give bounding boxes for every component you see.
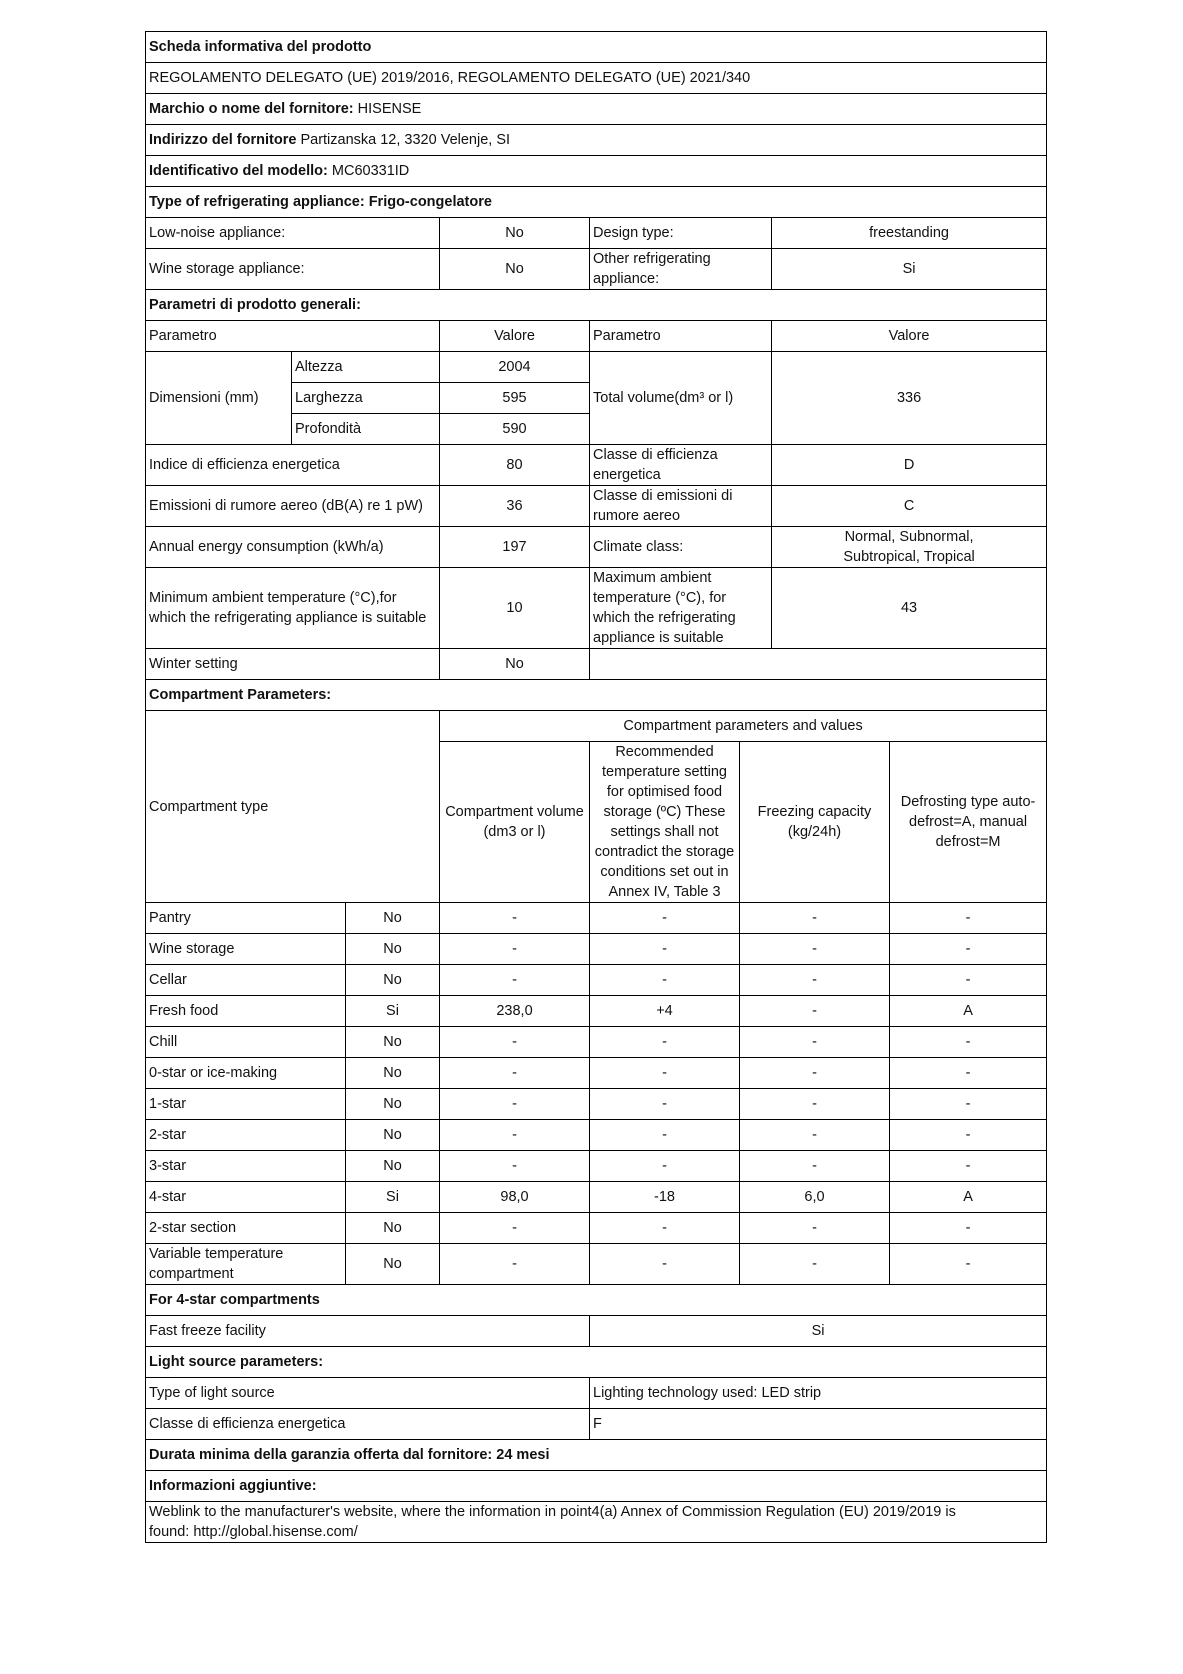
depth-label: Profondità (292, 414, 440, 445)
design-type-value: freestanding (772, 218, 1047, 249)
climate-class-line-1: Normal, Subnormal, (844, 529, 974, 545)
compartment-present: Si (346, 1182, 440, 1213)
compartment-name: 3-star (146, 1151, 346, 1182)
light-class-value: F (590, 1409, 1047, 1440)
winter-setting-label: Winter setting (146, 649, 440, 680)
depth-value: 590 (440, 414, 590, 445)
width-value: 595 (440, 383, 590, 414)
compartment-freezing: - (740, 1089, 890, 1120)
compartment-present: No (346, 1058, 440, 1089)
table-row (146, 1151, 1047, 1182)
guarantee-row: Durata minima della garanzia offerta dal fornitore: 24 mesi (146, 1440, 1047, 1471)
table-row (146, 1058, 1047, 1089)
compartment-defrost: - (890, 1058, 1047, 1089)
min-temperature-label (146, 568, 440, 649)
energy-class-value: D (772, 445, 1047, 486)
light-class-label: Classe di efficienza energetica (146, 1409, 590, 1440)
compartment-present: No (346, 1213, 440, 1244)
total-volume-value: 336 (772, 352, 1047, 445)
compartment-name: 1-star (146, 1089, 346, 1120)
noise-class-label: Classe di emissioni di rumore aereo (590, 486, 772, 527)
compartment-defrost: - (890, 1213, 1047, 1244)
low-noise-label: Low-noise appliance: (146, 218, 440, 249)
compartment-defrost: - (890, 1151, 1047, 1182)
light-type-value: Lighting technology used: LED strip (590, 1378, 1047, 1409)
product-information-sheet (145, 31, 1046, 1543)
annual-consumption-label: Annual energy consumption (kWh/a) (146, 527, 440, 568)
compartment-defrost: - (890, 965, 1047, 996)
noise-emission-value: 36 (440, 486, 590, 527)
table-row (146, 934, 1047, 965)
compartment-present: No (346, 934, 440, 965)
compartment-freezing: - (740, 1058, 890, 1089)
additional-info-line-1: Weblink to the manufacturer's website, where the information in point4(a) Annex of Commission Regulation (EU) 2019/2019 is (149, 1504, 956, 1520)
supplier-address-row (146, 125, 1047, 156)
table-row (146, 1244, 1047, 1285)
compartment-volume: - (440, 965, 590, 996)
compartment-present: No (346, 1027, 440, 1058)
other-appliance-label: Other refrigerating appliance: (590, 249, 772, 290)
compartment-name: Wine storage (146, 934, 346, 965)
compartment-defrost: - (890, 1244, 1047, 1285)
compartment-present: No (346, 1120, 440, 1151)
max-temperature-value: 43 (772, 568, 1047, 649)
light-source-heading: Light source parameters: (146, 1347, 1047, 1378)
climate-class-line-2: Subtropical, Tropical (843, 549, 975, 565)
fast-freeze-label: Fast freeze facility (146, 1316, 590, 1347)
compartment-name: Fresh food (146, 996, 346, 1027)
compartment-defrost: - (890, 1027, 1047, 1058)
design-type-label: Design type: (590, 218, 772, 249)
compartment-volume: - (440, 934, 590, 965)
compartment-present: No (346, 903, 440, 934)
noise-emission-label: Emissioni di rumore aereo (dB(A) re 1 pW) (146, 486, 440, 527)
table-row (146, 965, 1047, 996)
fast-freeze-value: Si (590, 1316, 1047, 1347)
annual-consumption-value: 197 (440, 527, 590, 568)
address-label: Indirizzo del fornitore (149, 132, 297, 148)
total-volume-label: Total volume(dm³ or l) (590, 352, 772, 445)
eei-label: Indice di efficienza energetica (146, 445, 440, 486)
compartment-freezing: - (740, 934, 890, 965)
compartment-name: 2-star (146, 1120, 346, 1151)
compartment-defrost: A (890, 996, 1047, 1027)
compartment-defrost: A (890, 1182, 1047, 1213)
address-value: Partizanska 12, 3320 Velenje, SI (300, 132, 511, 148)
energy-class-label: Classe di efficienza energetica (590, 445, 772, 486)
table-row (146, 1027, 1047, 1058)
compartment-name: Pantry (146, 903, 346, 934)
appliance-type-row: Type of refrigerating appliance: Frigo-congelatore (146, 187, 1047, 218)
compartment-parameters-heading: Compartment Parameters: (146, 680, 1047, 711)
freezing-capacity-header: Freezing capacity (kg/24h) (740, 742, 890, 903)
additional-info-heading: Informazioni aggiuntive: (146, 1471, 1047, 1502)
width-label: Larghezza (292, 383, 440, 414)
compartment-name: 4-star (146, 1182, 346, 1213)
four-star-heading: For 4-star compartments (146, 1285, 1047, 1316)
compartment-temperature: - (590, 1213, 740, 1244)
sheet-table (145, 31, 1047, 1543)
compartment-volume-header: Compartment volume (dm3 or l) (440, 742, 590, 903)
eei-value: 80 (440, 445, 590, 486)
min-temperature-value: 10 (440, 568, 590, 649)
dimensions-label: Dimensioni (mm) (146, 352, 292, 445)
compartment-freezing: - (740, 903, 890, 934)
compartment-defrost: - (890, 934, 1047, 965)
compartment-name: Cellar (146, 965, 346, 996)
defrosting-type-header: Defrosting type auto-defrost=A, manual defrost=M (890, 742, 1047, 903)
compartment-temperature: -18 (590, 1182, 740, 1213)
climate-class-label: Climate class: (590, 527, 772, 568)
brand-label: Marchio o nome del fornitore: (149, 101, 354, 117)
climate-class-value (772, 527, 1047, 568)
compartment-group-header: Compartment parameters and values (440, 711, 1047, 742)
compartment-volume: - (440, 1058, 590, 1089)
compartment-volume: - (440, 1120, 590, 1151)
compartment-temperature: - (590, 1089, 740, 1120)
parameter-header: Parametro (146, 321, 440, 352)
compartment-defrost: - (890, 1120, 1047, 1151)
compartment-present: No (346, 1244, 440, 1285)
table-row (146, 903, 1047, 934)
compartment-volume: - (440, 1244, 590, 1285)
page-title: Scheda informativa del prodotto (146, 32, 1047, 63)
compartment-present: No (346, 965, 440, 996)
recommended-temperature-header: Recommended temperature setting for optimised food storage (ºC) These settings shall not contradict the storage conditions set out in Annex IV, Table 3 (590, 742, 740, 903)
min-temperature-line-2: which the refrigerating appliance is suitable (149, 610, 427, 626)
supplier-brand-row (146, 94, 1047, 125)
table-row (146, 1213, 1047, 1244)
compartment-temperature: - (590, 965, 740, 996)
compartment-freezing: - (740, 1213, 890, 1244)
compartment-freezing: - (740, 996, 890, 1027)
parameter-header-right: Parametro (590, 321, 772, 352)
compartment-name: 2-star section (146, 1213, 346, 1244)
brand-value: HISENSE (357, 101, 422, 117)
max-temperature-label (590, 568, 772, 649)
max-temperature-line-2: which the refrigerating appliance is suitable (593, 610, 736, 646)
value-header-right: Valore (772, 321, 1047, 352)
compartment-volume: - (440, 1213, 590, 1244)
compartment-temperature: - (590, 1120, 740, 1151)
general-parameters-heading: Parametri di prodotto generali: (146, 290, 1047, 321)
model-label: Identificativo del modello: (149, 163, 328, 179)
compartment-freezing: - (740, 1151, 890, 1182)
table-row (146, 1182, 1047, 1213)
compartment-volume: - (440, 903, 590, 934)
additional-info-text (146, 1502, 1047, 1543)
compartment-freezing: 6,0 (740, 1182, 890, 1213)
compartment-temperature: - (590, 1027, 740, 1058)
compartment-freezing: - (740, 1027, 890, 1058)
compartment-name: Chill (146, 1027, 346, 1058)
compartment-temperature: - (590, 1058, 740, 1089)
compartment-temperature: - (590, 1151, 740, 1182)
winter-setting-value: No (440, 649, 590, 680)
compartment-freezing: - (740, 1120, 890, 1151)
regulation-reference: REGOLAMENTO DELEGATO (UE) 2019/2016, REGOLAMENTO DELEGATO (UE) 2021/340 (146, 63, 1047, 94)
compartment-volume: - (440, 1027, 590, 1058)
table-row (146, 1120, 1047, 1151)
height-value: 2004 (440, 352, 590, 383)
wine-storage-value: No (440, 249, 590, 290)
compartment-temperature: - (590, 903, 740, 934)
light-type-label: Type of light source (146, 1378, 590, 1409)
compartment-defrost: - (890, 1089, 1047, 1120)
compartment-defrost: - (890, 903, 1047, 934)
model-value: MC60331ID (331, 163, 410, 179)
compartment-freezing: - (740, 965, 890, 996)
compartment-volume: - (440, 1151, 590, 1182)
compartment-present: No (346, 1089, 440, 1120)
min-temperature-line-1: Minimum ambient temperature (°C),for (149, 590, 397, 606)
model-identifier-row (146, 156, 1047, 187)
table-row (146, 1089, 1047, 1120)
max-temperature-line-1: Maximum ambient temperature (°C), for (593, 570, 727, 606)
wine-storage-label: Wine storage appliance: (146, 249, 440, 290)
additional-info-line-2: found: http://global.hisense.com/ (149, 1524, 358, 1540)
table-row (146, 996, 1047, 1027)
value-header: Valore (440, 321, 590, 352)
compartment-volume: 98,0 (440, 1182, 590, 1213)
compartment-volume: 238,0 (440, 996, 590, 1027)
height-label: Altezza (292, 352, 440, 383)
other-appliance-value: Si (772, 249, 1047, 290)
compartment-temperature: - (590, 934, 740, 965)
compartment-volume: - (440, 1089, 590, 1120)
noise-class-value: C (772, 486, 1047, 527)
compartment-temperature: +4 (590, 996, 740, 1027)
compartment-name: Variable temperature compartment (146, 1244, 346, 1285)
compartment-name: 0-star or ice-making (146, 1058, 346, 1089)
compartment-temperature: - (590, 1244, 740, 1285)
low-noise-value: No (440, 218, 590, 249)
compartment-present: No (346, 1151, 440, 1182)
compartment-present: Si (346, 996, 440, 1027)
compartment-type-header: Compartment type (146, 711, 440, 903)
compartment-freezing: - (740, 1244, 890, 1285)
empty-cell (590, 649, 1047, 680)
